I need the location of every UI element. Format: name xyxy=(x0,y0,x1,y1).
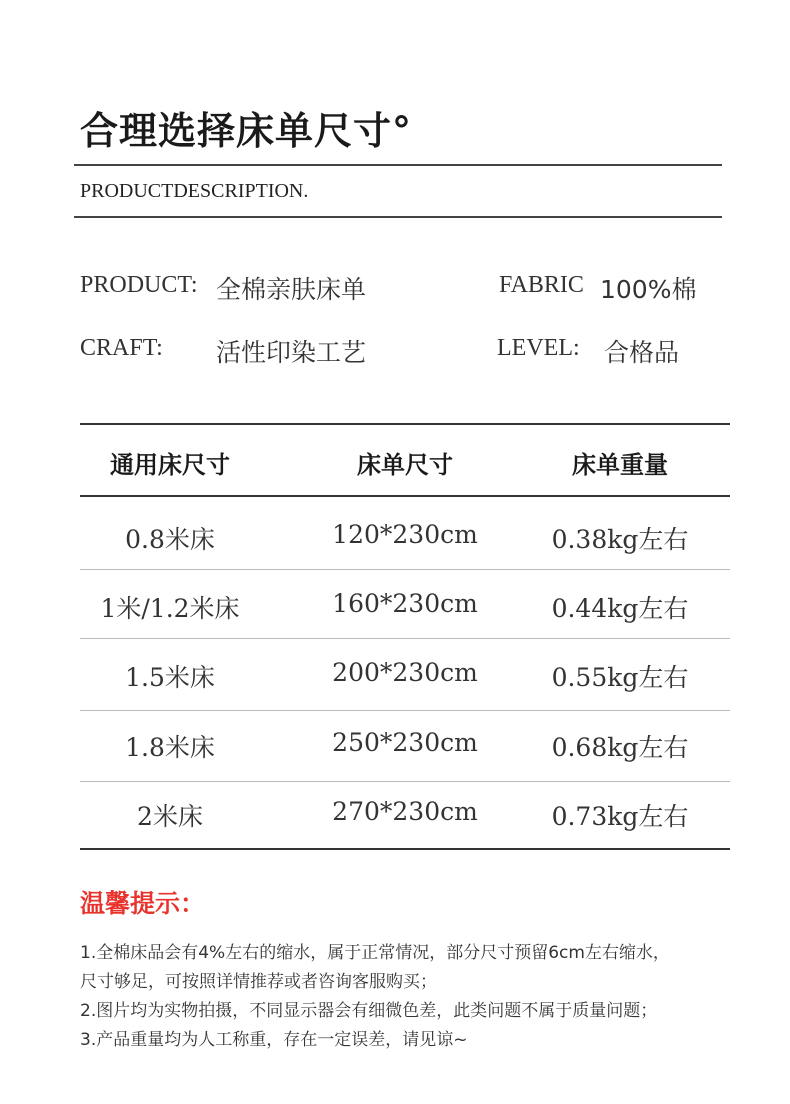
tip-line-3: 2.图片均为实物拍摄，不同显示器会有细微色差，此类问题不属于质量问题； xyxy=(80,1001,658,1021)
tip-line-2: 尺寸够足，可按照详情推荐或者咨询客服购买； xyxy=(80,972,437,992)
tips-heading: 温馨提示： xyxy=(80,889,206,918)
row-divider xyxy=(80,710,730,711)
header-bed-size: 通用床尺寸 xyxy=(110,451,230,479)
product-description-heading: PRODUCTDESCRIPTION. xyxy=(80,180,309,202)
spec-value-craft: 活性印染工艺 xyxy=(216,338,367,367)
row-3-sheet-size: 200*230cm xyxy=(332,658,478,687)
row-1-sheet-weight: 0.38kg左右 xyxy=(551,525,689,554)
row-2-bed-size: 1米/1.2米床 xyxy=(100,594,240,623)
spec-label-craft: CRAFT: xyxy=(80,335,163,361)
header-sheet-size: 床单尺寸 xyxy=(357,451,453,479)
spec-label-level: LEVEL: xyxy=(497,335,580,361)
row-4-sheet-size: 250*230cm xyxy=(332,728,478,757)
row-2-sheet-size: 160*230cm xyxy=(332,589,478,618)
row-2-sheet-weight: 0.44kg左右 xyxy=(551,594,689,623)
table-top-rule xyxy=(80,423,730,425)
row-1-sheet-size: 120*230cm xyxy=(332,520,478,549)
row-4-sheet-weight: 0.68kg左右 xyxy=(551,733,689,762)
row-1-bed-size: 0.8米床 xyxy=(125,525,215,554)
row-5-bed-size: 2米床 xyxy=(137,802,203,831)
table-bottom-rule xyxy=(80,848,730,850)
header-sheet-weight: 床单重量 xyxy=(572,451,668,479)
spec-label-fabric: FABRIC xyxy=(499,272,584,298)
title-divider xyxy=(74,164,722,166)
subtitle-divider xyxy=(74,216,722,218)
spec-value-level: 合格品 xyxy=(604,338,680,367)
row-divider xyxy=(80,638,730,639)
row-divider xyxy=(80,781,730,782)
spec-value-product: 全棉亲肤床单 xyxy=(216,275,367,304)
row-3-bed-size: 1.5米床 xyxy=(125,663,215,692)
spec-label-product: PRODUCT: xyxy=(80,272,198,298)
tip-line-1: 1.全棉床品会有4%左右的缩水，属于正常情况，部分尺寸预留6cm左右缩水， xyxy=(80,943,670,963)
tip-line-4: 3.产品重量均为人工称重，存在一定误差，请见谅~ xyxy=(80,1030,468,1050)
row-3-sheet-weight: 0.55kg左右 xyxy=(551,663,689,692)
spec-value-fabric: 100%棉 xyxy=(600,275,697,304)
row-4-bed-size: 1.8米床 xyxy=(125,733,215,762)
row-5-sheet-size: 270*230cm xyxy=(332,797,478,826)
row-5-sheet-weight: 0.73kg左右 xyxy=(551,802,689,831)
table-header-rule xyxy=(80,495,730,497)
page-title: 合理选择床单尺寸° xyxy=(80,109,413,153)
row-divider xyxy=(80,569,730,570)
